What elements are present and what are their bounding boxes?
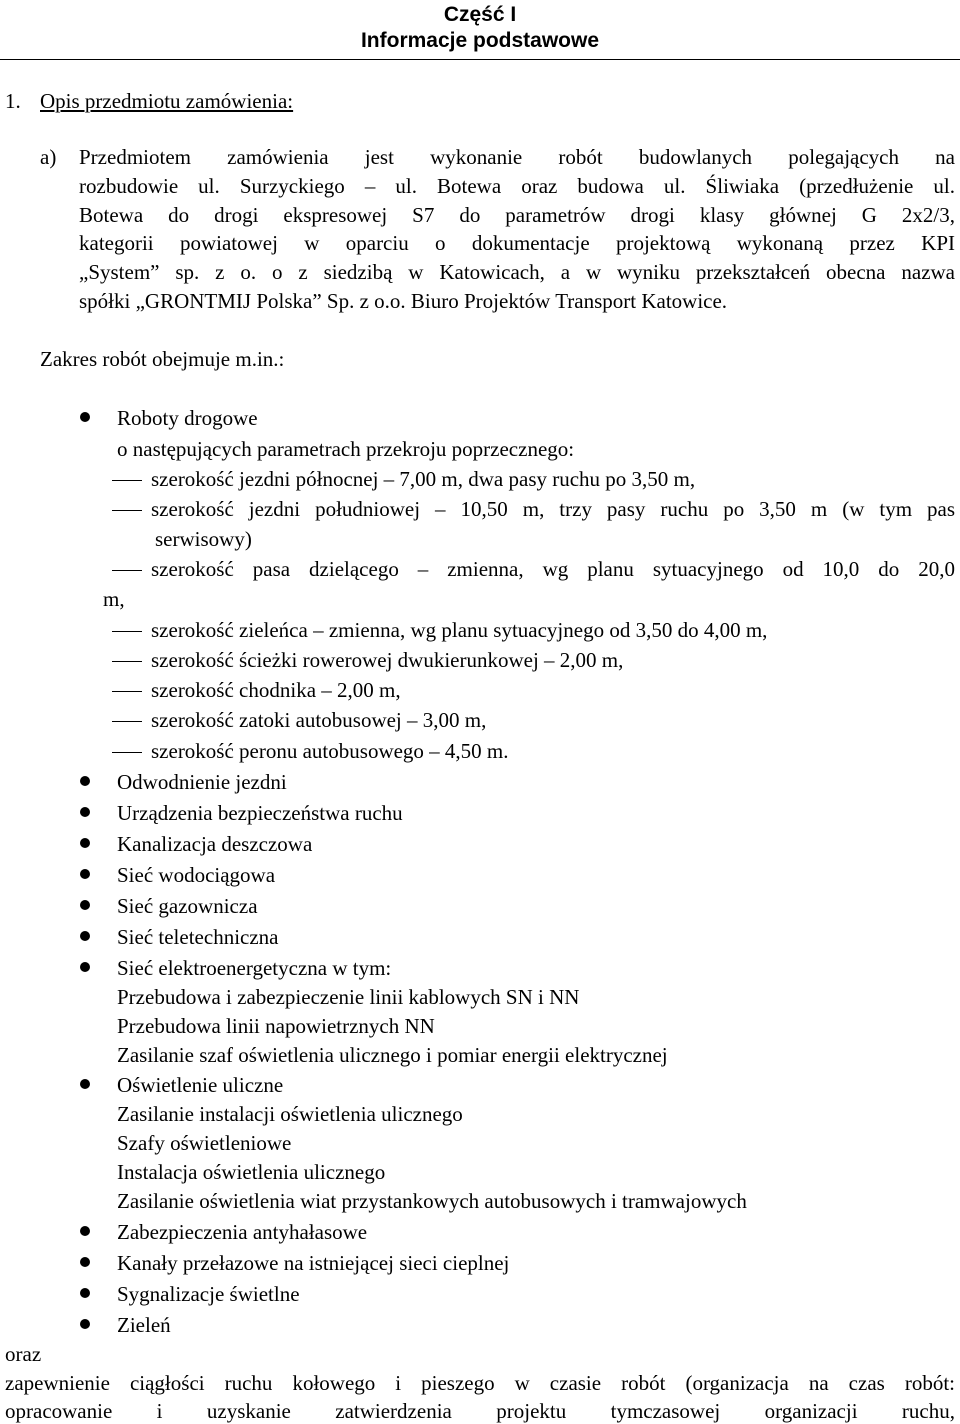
- bullet-item: Kanalizacja deszczowa: [117, 832, 313, 856]
- bullet-icon: [80, 900, 90, 910]
- road-param-3-cont: m,: [103, 587, 125, 611]
- header-rule: [0, 59, 960, 60]
- closing-line-2: opracowanie i uzyskanie zatwierdzenia projektu tymczasowej organizacji ruchu,: [5, 1399, 955, 1423]
- para-a-label: a): [40, 145, 57, 169]
- section-title: Opis przedmiotu zamówienia:: [40, 89, 294, 113]
- dash-icon: [112, 691, 142, 692]
- road-param-6: szerokość chodnika – 2,00 m,: [151, 678, 401, 702]
- bullet-icon: [80, 869, 90, 879]
- bullet-item: Sieć elektroenergetyczna w tym:: [117, 956, 392, 980]
- bullet-icon: [80, 1319, 90, 1329]
- para-a-line-1: Przedmiotem zamówienia jest wykonanie robót budowlanych polegających na: [79, 145, 955, 169]
- electric-sub-item: Zasilanie szaf oświetlenia ulicznego i pomiar energii elektrycznej: [117, 1043, 668, 1067]
- electric-sub-item: Przebudowa linii napowietrznych NN: [117, 1014, 435, 1038]
- bullet-icon: [80, 807, 90, 817]
- bullet-item: Kanały przełazowe na istniejącej sieci cieplnej: [117, 1251, 510, 1275]
- electric-sub-item: Przebudowa i zabezpieczenie linii kablowych SN i NN: [117, 985, 580, 1009]
- dash-icon: [112, 480, 142, 481]
- road-param-3: szerokość pasa dzielącego – zmienna, wg planu sytuacyjnego od 10,0 do 20,0: [151, 557, 955, 581]
- bullet-item: Sieć wodociągowa: [117, 863, 276, 887]
- dash-icon: [112, 510, 142, 511]
- bullet-icon: [80, 412, 90, 422]
- part-number: Część I: [443, 3, 517, 26]
- section-number: 1.: [5, 89, 21, 113]
- closing-line-1: zapewnienie ciągłości ruchu kołowego i pieszego w czasie robót (organizacja na czas robót:: [5, 1371, 955, 1395]
- bullet-icon: [80, 931, 90, 941]
- lighting-sub-item: Instalacja oświetlenia ulicznego: [117, 1160, 386, 1184]
- para-a-line-6: spółki „GRONTMIJ Polska” Sp. z o.o. Biuro Projektów Transport Katowice.: [79, 289, 728, 313]
- bullet-item: Sygnalizacje świetlne: [117, 1282, 300, 1306]
- lighting-sub-item: Zasilanie oświetlenia wiat przystankowych autobusowych i tramwajowych: [117, 1189, 747, 1213]
- bullet-icon: [80, 1288, 90, 1298]
- bullet-icon: [80, 1226, 90, 1236]
- lighting-sub-item: Szafy oświetleniowe: [117, 1131, 292, 1155]
- dash-icon: [112, 721, 142, 722]
- road-param-2-cont: serwisowy): [155, 527, 252, 551]
- roads-params-intro: o następujących parametrach przekroju poprzecznego:: [117, 437, 575, 461]
- dash-icon: [112, 752, 142, 753]
- road-param-8: szerokość peronu autobusowego – 4,50 m.: [151, 739, 509, 763]
- dash-icon: [112, 631, 142, 632]
- bullet-icon: [80, 776, 90, 786]
- bullet-item: Sieć teletechniczna: [117, 925, 279, 949]
- bullet-item: Odwodnienie jezdni: [117, 770, 287, 794]
- bullet-item: Zabezpieczenia antyhałasowe: [117, 1220, 368, 1244]
- oraz-text: oraz: [5, 1342, 42, 1366]
- lighting-sub-item: Zasilanie instalacji oświetlenia ulicznego: [117, 1102, 463, 1126]
- road-param-2: szerokość jezdni południowej – 10,50 m, trzy pasy ruchu po 3,50 m (w tym pas: [151, 497, 955, 521]
- road-param-7: szerokość zatoki autobusowej – 3,00 m,: [151, 708, 487, 732]
- bullet-item: Zieleń: [117, 1313, 171, 1337]
- bullet-item: Urządzenia bezpieczeństwa ruchu: [117, 801, 403, 825]
- bullet-icon: [80, 1257, 90, 1267]
- lighting-title: Oświetlenie uliczne: [117, 1073, 284, 1097]
- part-title: Informacje podstawowe: [360, 29, 600, 52]
- roads-title: Roboty drogowe: [117, 406, 258, 430]
- para-a-line-5: „System” sp. z o. o z siedzibą w Katowicach, a w wyniku przekształceń obecna nazwa: [79, 260, 955, 284]
- road-param-4: szerokość zieleńca – zmienna, wg planu sytuacyjnego od 3,50 do 4,00 m,: [151, 618, 768, 642]
- bullet-icon: [80, 1079, 90, 1089]
- scope-intro: Zakres robót obejmuje m.in.:: [40, 347, 285, 371]
- dash-icon: [112, 661, 142, 662]
- para-a-line-2: rozbudowie ul. Surzyckiego – ul. Botewa oraz budowa ul. Śliwiaka (przedłużenie ul.: [79, 174, 955, 198]
- bullet-icon: [80, 838, 90, 848]
- dash-icon: [112, 570, 142, 571]
- para-a-line-3: Botewa do drogi ekspresowej S7 do parametrów drogi klasy głównej G 2x2/3,: [79, 203, 955, 227]
- road-param-5: szerokość ścieżki rowerowej dwukierunkowej – 2,00 m,: [151, 648, 624, 672]
- road-param-1: szerokość jezdni północnej – 7,00 m, dwa pasy ruchu po 3,50 m,: [151, 467, 696, 491]
- para-a-line-4: kategorii powiatowej w oparciu o dokumentacje projektową wykonaną przez KPI: [79, 231, 955, 255]
- bullet-icon: [80, 962, 90, 972]
- bullet-item: Sieć gazownicza: [117, 894, 258, 918]
